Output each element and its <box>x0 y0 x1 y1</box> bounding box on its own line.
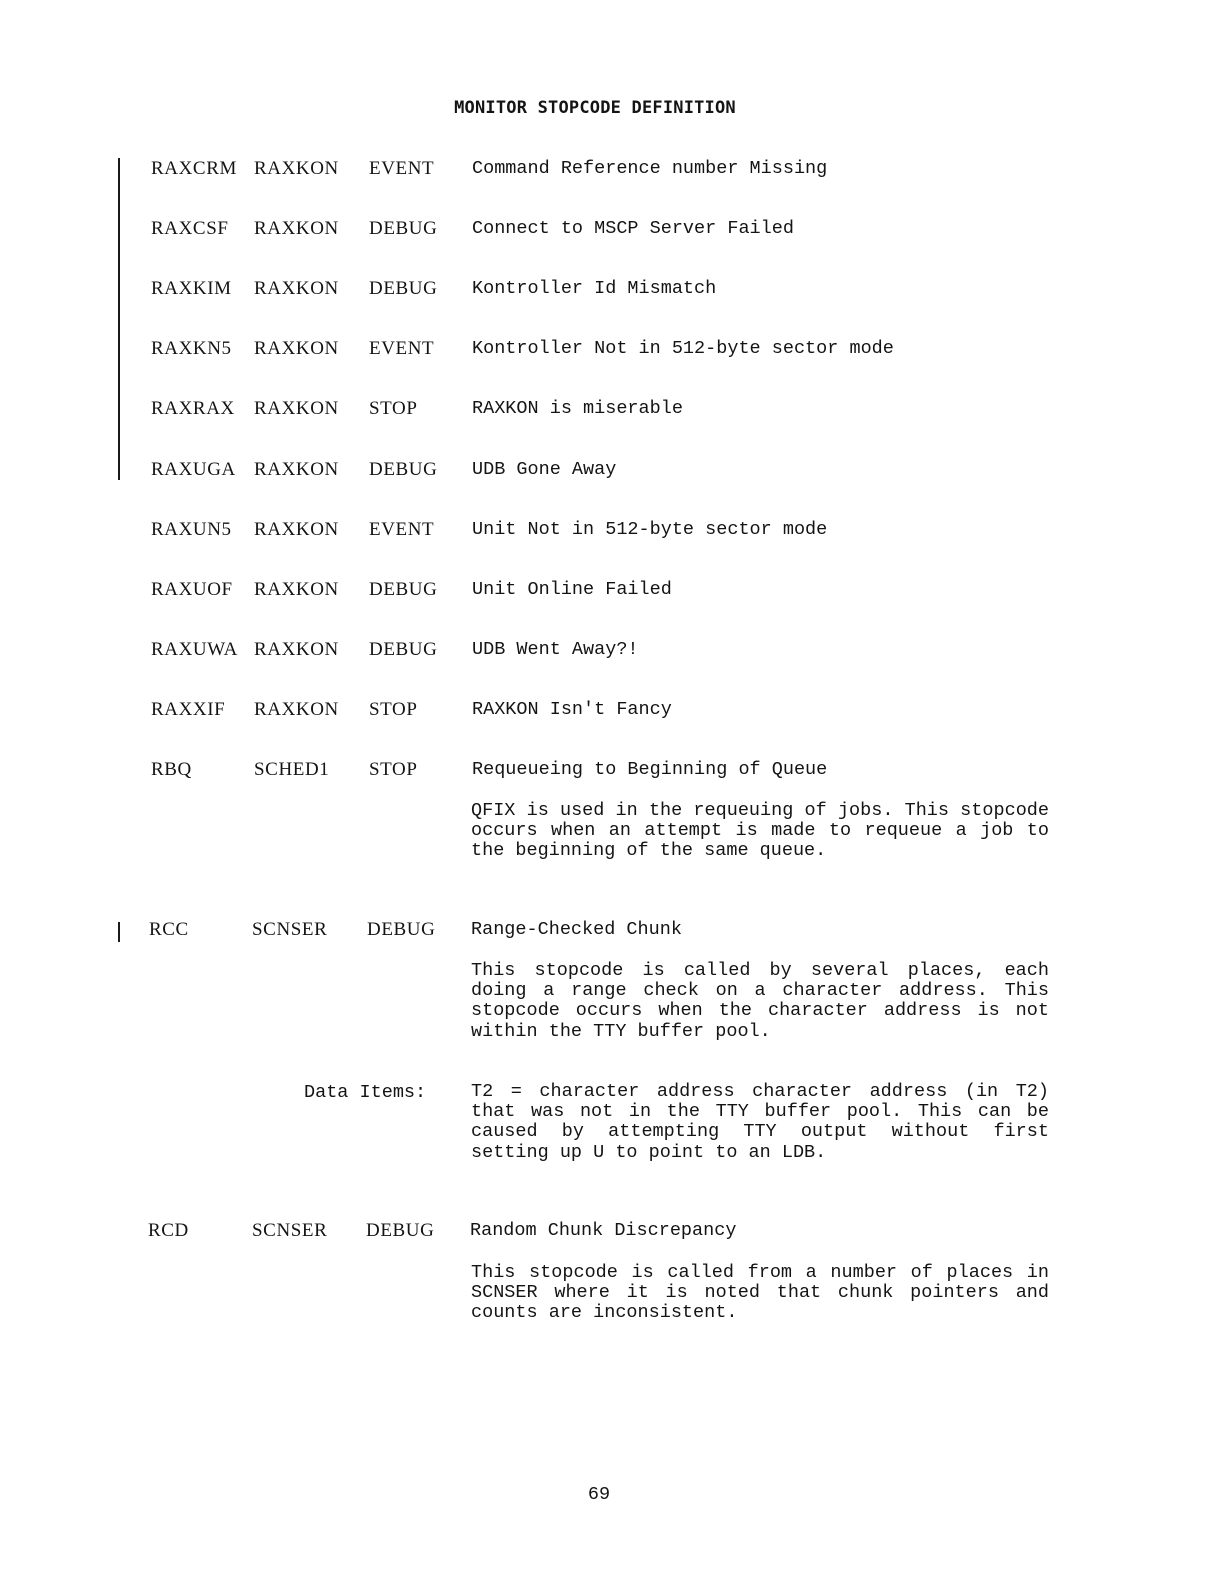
stopcode-description: UDB Gone Away <box>472 459 617 480</box>
stopcode-name: RAXRAX <box>151 398 235 419</box>
stopcode-type: STOP <box>369 398 418 419</box>
stopcode-module: SCNSER <box>252 919 328 940</box>
stopcode-description: Kontroller Id Mismatch <box>472 278 717 299</box>
stopcode-module: SCHED1 <box>254 759 330 780</box>
stopcode-name: RAXUGA <box>151 459 236 480</box>
page-title: MONITOR STOPCODE DEFINITION <box>454 98 736 118</box>
stopcode-module: RAXKON <box>254 639 339 660</box>
stopcode-type: EVENT <box>369 338 435 359</box>
stopcode-type: DEBUG <box>369 278 438 299</box>
stopcode-name: RBQ <box>151 759 192 780</box>
stopcode-description: Requeueing to Beginning of Queue <box>472 759 828 780</box>
stopcode-description: Command Reference number Missing <box>472 158 828 179</box>
data-items-label: Data Items: <box>304 1082 427 1103</box>
stopcode-module: RAXKON <box>254 158 339 179</box>
stopcode-type: EVENT <box>369 519 435 540</box>
stopcode-type: DEBUG <box>369 579 438 600</box>
stopcode-name: RAXUOF <box>151 579 233 600</box>
stopcode-detail: This stopcode is called by several places, each doing a range check on a character address. This stopcode occurs when the character address is not within the TTY buffer pool. <box>471 960 1049 1042</box>
stopcode-name: RCD <box>148 1220 189 1241</box>
stopcode-type: DEBUG <box>369 639 438 660</box>
stopcode-description: Unit Not in 512-byte sector mode <box>472 519 828 540</box>
stopcode-name: RAXCSF <box>151 218 229 239</box>
stopcode-description: UDB Went Away?! <box>472 639 639 660</box>
stopcode-type: EVENT <box>369 158 435 179</box>
stopcode-description: Unit Online Failed <box>472 579 672 600</box>
stopcode-description: Range-Checked Chunk <box>471 919 682 940</box>
stopcode-detail: QFIX is used in the requeuing of jobs. This stopcode occurs when an attempt is made to requeue a job to the beginning of the same queue. <box>471 800 1049 862</box>
change-bar <box>118 158 120 480</box>
stopcode-module: RAXKON <box>254 218 339 239</box>
stopcode-module: RAXKON <box>254 459 339 480</box>
stopcode-type: DEBUG <box>366 1220 435 1241</box>
stopcode-module: RAXKON <box>254 278 339 299</box>
stopcode-description: Connect to MSCP Server Failed <box>472 218 794 239</box>
stopcode-name: RAXXIF <box>151 699 226 720</box>
stopcode-description: Random Chunk Discrepancy <box>470 1220 737 1241</box>
stopcode-module: SCNSER <box>252 1220 328 1241</box>
stopcode-type: STOP <box>369 699 418 720</box>
data-items-text: T2 = character address character address (in T2) that was not in the TTY buffer pool. This can be caused by attempting TTY output without first setting up U to point to an LDB. <box>471 1081 1049 1163</box>
stopcode-module: RAXKON <box>254 519 339 540</box>
stopcode-module: RAXKON <box>254 398 339 419</box>
change-bar <box>118 922 120 942</box>
stopcode-name: RCC <box>149 919 189 940</box>
stopcode-module: RAXKON <box>254 579 339 600</box>
stopcode-module: RAXKON <box>254 338 339 359</box>
stopcode-type: DEBUG <box>369 218 438 239</box>
stopcode-type: DEBUG <box>369 459 438 480</box>
stopcode-type: DEBUG <box>367 919 436 940</box>
stopcode-name: RAXKIM <box>151 278 232 299</box>
stopcode-name: RAXUWA <box>151 639 238 660</box>
stopcode-module: RAXKON <box>254 699 339 720</box>
stopcode-name: RAXUN5 <box>151 519 232 540</box>
stopcode-description: RAXKON Isn't Fancy <box>472 699 672 720</box>
stopcode-name: RAXKN5 <box>151 338 232 359</box>
stopcode-name: RAXCRM <box>151 158 237 179</box>
stopcode-type: STOP <box>369 759 418 780</box>
stopcode-description: Kontroller Not in 512-byte sector mode <box>472 338 894 359</box>
stopcode-description: RAXKON is miserable <box>472 398 683 419</box>
stopcode-detail: This stopcode is called from a number of places in SCNSER where it is noted that chunk pointers and counts are inconsistent. <box>471 1262 1049 1324</box>
page-number: 69 <box>587 1484 611 1505</box>
